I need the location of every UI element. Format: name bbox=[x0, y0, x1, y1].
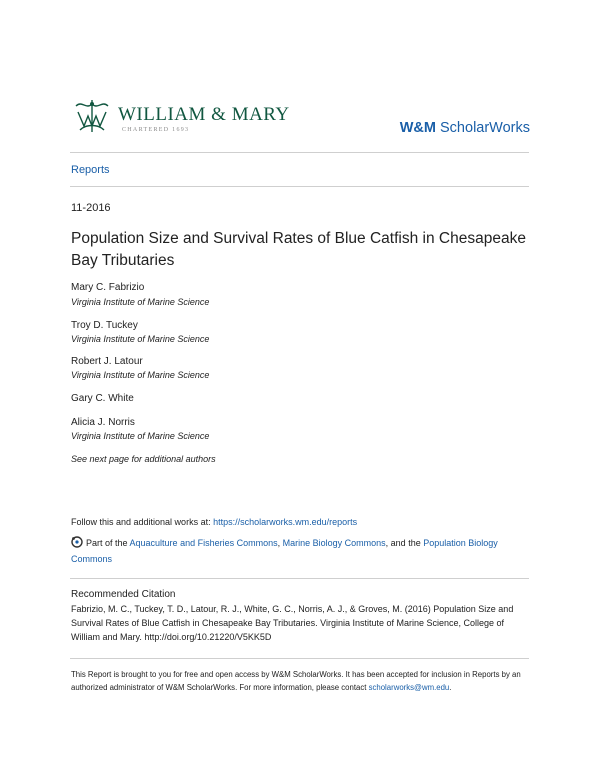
author-name: Alicia J. Norris bbox=[71, 417, 135, 428]
follow-text: Follow this and additional works at: bbox=[71, 517, 214, 527]
collection-divider bbox=[70, 186, 529, 187]
access-notice bbox=[71, 669, 541, 694]
header-divider bbox=[70, 152, 529, 153]
contact-email-link[interactable]: scholarworks@wm.edu bbox=[368, 682, 450, 692]
author-affiliation: Virginia Institute of Marine Science bbox=[71, 370, 210, 380]
author-name: Troy D. Tuckey bbox=[71, 320, 138, 331]
recommended-citation-text: Fabrizio, M. C., Tuckey, T. D., Latour, R. J., White, G. C., Norris, A. J., & Groves, M. (2016) Population Size and Survival Rates of Blue Catfish in Chesapeake Bay Tributaries. Virginia Institute of Marine Science, College of William and Mary. http://doi.org/10.21220/V5KK5D bbox=[71, 604, 514, 642]
recommended-citation-heading: Recommended Citation bbox=[71, 589, 176, 600]
scholarworks-link[interactable] bbox=[400, 120, 530, 136]
population-biology-commons-link[interactable]: Population Biology Commons bbox=[71, 538, 498, 564]
additional-authors-note: See next page for additional authors bbox=[71, 454, 216, 464]
separator: , bbox=[277, 538, 283, 548]
repository-url-link[interactable]: https://scholarworks.wm.edu/reports bbox=[213, 517, 358, 527]
document-title: Population Size and Survival Rates of Blue Catfish in Chesapeake Bay Tributaries bbox=[71, 230, 526, 269]
logo-subtitle: CHARTERED 1693 bbox=[122, 127, 190, 133]
scholarworks-brand: W&M bbox=[399, 120, 436, 136]
part-of-prefix: Part of the bbox=[86, 538, 130, 548]
scholarworks-name: ScholarWorks bbox=[440, 120, 530, 136]
citation-divider bbox=[70, 578, 529, 579]
author-affiliation: Virginia Institute of Marine Science bbox=[71, 431, 210, 441]
notice-divider bbox=[70, 658, 529, 659]
part-of-commons bbox=[71, 535, 531, 567]
william-mary-logo bbox=[72, 96, 290, 140]
author-name: Gary C. White bbox=[71, 393, 134, 404]
author-name: Robert J. Latour bbox=[71, 356, 143, 367]
publication-date: 11-2016 bbox=[71, 202, 111, 214]
wm-cypher-icon bbox=[72, 96, 112, 136]
logo-name: WILLIAM & MARY bbox=[118, 104, 290, 125]
author-affiliation: Virginia Institute of Marine Science bbox=[71, 334, 210, 344]
notice-end: . bbox=[449, 682, 452, 692]
follow-line bbox=[71, 517, 357, 527]
separator: , and the bbox=[385, 538, 424, 548]
marine-biology-commons-link[interactable]: Marine Biology Commons bbox=[282, 538, 386, 548]
aquaculture-commons-link[interactable]: Aquaculture and Fisheries Commons bbox=[129, 538, 278, 548]
collection-link[interactable]: Reports bbox=[71, 164, 110, 176]
network-icon bbox=[71, 536, 83, 548]
author-name: Mary C. Fabrizio bbox=[71, 282, 145, 293]
notice-text: This Report is brought to you for free and open access by W&M ScholarWorks. It has been accepted for inclusion in Reports by an authorized administrator of W&M ScholarWorks. For more information, please contact bbox=[71, 670, 521, 692]
author-affiliation: Virginia Institute of Marine Science bbox=[71, 297, 210, 307]
